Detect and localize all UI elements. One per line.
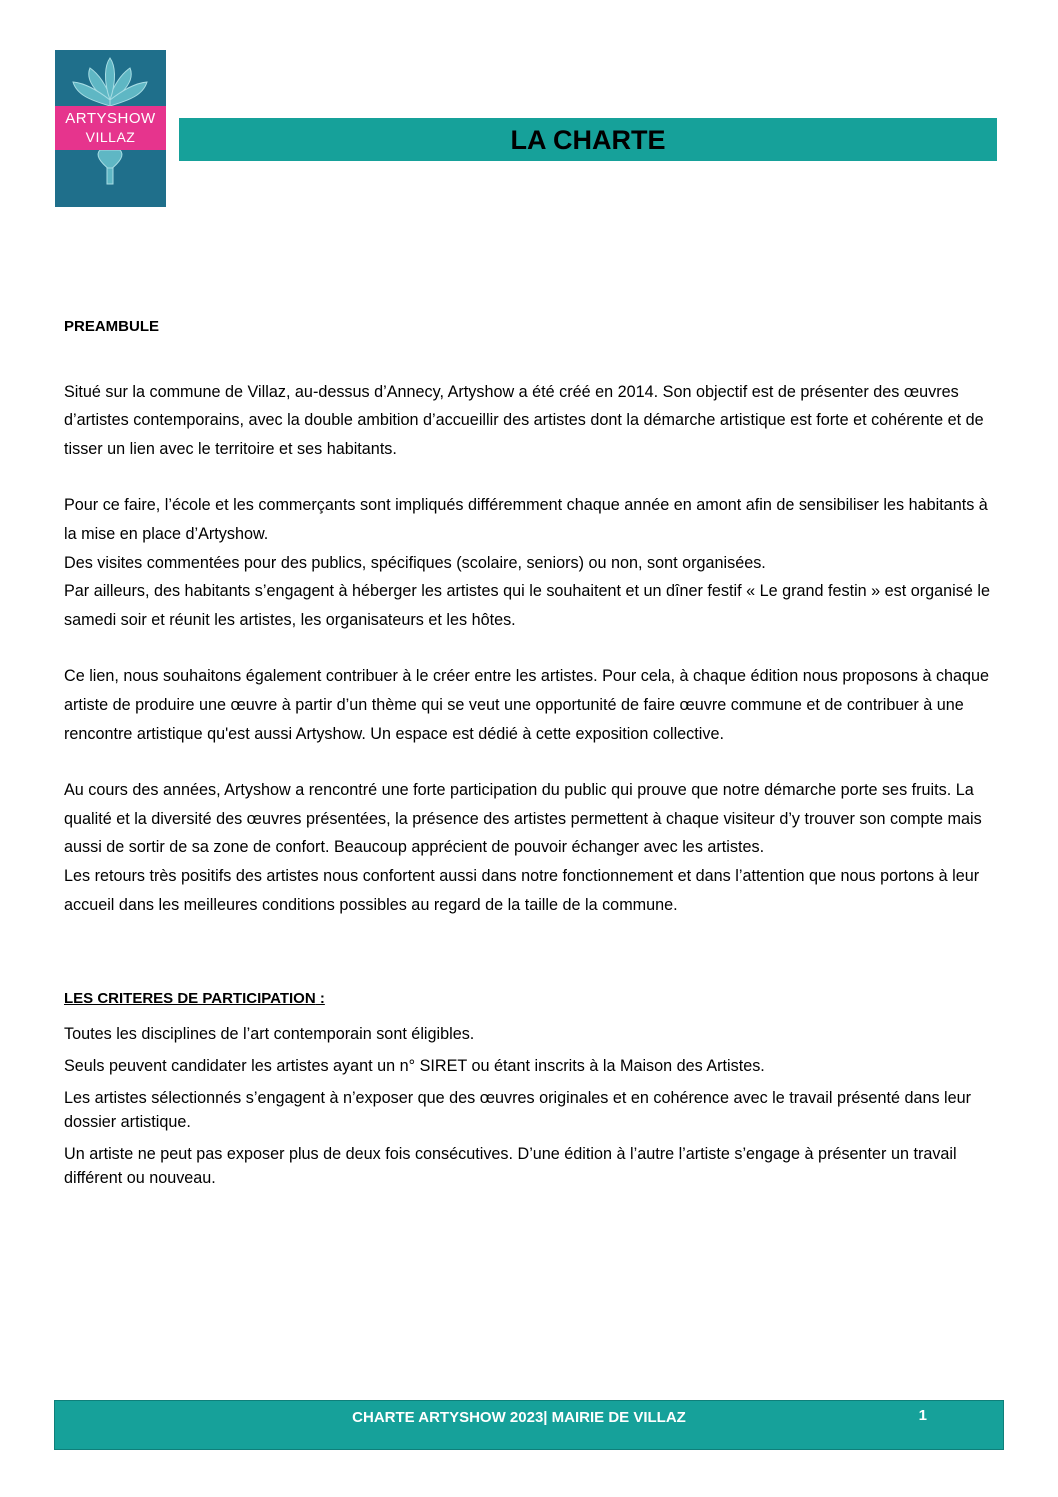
logo-line1: ARTYSHOW	[65, 110, 156, 127]
paragraph-retours: Les retours très positifs des artistes nous confortent aussi dans notre fonctionnement et dans l’attention que nous portons à leur accueil dans les meilleures conditions possibles au regard de la taille de la commune.	[64, 866, 980, 914]
criteria-item: Les artistes sélectionnés s’engagent à n’exposer que des œuvres originales et en cohérence avec le travail présenté dans leur dossier artistique.	[64, 1088, 972, 1131]
criteria-heading-suffix: :	[315, 990, 325, 1008]
paragraph-ecole: Pour ce faire, l’école et les commerçants sont impliqués différemment chaque année en amont afin de sensibiliser les habitants à la mise en place d’Artyshow.	[64, 496, 988, 543]
page-title: LA CHARTE	[510, 125, 666, 155]
criteria-item: Seuls peuvent candidater les artistes ayant un n° SIRET ou étant inscrits à la Maison des Artistes.	[64, 1056, 765, 1075]
criteria-item: Un artiste ne peut pas exposer plus de deux fois consécutives. D’une édition à l’autre l’artiste s’engage à présenter un travail différent ou nouveau.	[64, 1144, 957, 1187]
preambule-heading: PREAMBULE	[64, 318, 160, 335]
page-number: 1	[918, 1407, 927, 1424]
paragraph-lien: Ce lien, nous souhaitons également contribuer à le créer entre les artistes. Pour cela, à chaque édition nous proposons à chaque artiste de produire une œuvre à partir d’un thème qui se veut une opportunité de faire œuvre commune et de contribuer à une rencontre artistique qu'est aussi Artyshow. Un espace est dédié à cette exposition collective.	[64, 667, 990, 743]
paragraph-participation: Au cours des années, Artyshow a rencontré une forte participation du public qui prouve que notre démarche porte ses fruits. La qualité et la diversité des œuvres présentées, la présence des artistes permettent à chaque visiteur d’y trouver son compte mais aussi de sortir de sa zone de confort. Beaucoup apprécient de pouvoir échanger avec les artistes.	[64, 781, 982, 857]
title-bar	[179, 118, 997, 161]
logo-line2: VILLAZ	[85, 129, 136, 145]
artyshow-logo	[55, 50, 166, 207]
footer-text: CHARTE ARTYSHOW 2023| MAIRIE DE VILLAZ	[352, 1409, 686, 1426]
paragraph-intro: Situé sur la commune de Villaz, au-dessus d’Annecy, Artyshow a été créé en 2014. Son objectif est de présenter des œuvres d’artistes contemporains, avec la double ambition d’accueillir des artistes dont la démarche artistique est forte et cohérente et de tisser un lien avec le territoire et ses habitants.	[64, 382, 984, 458]
criteria-heading-text: LES CRITERES DE PARTICIPATION	[64, 990, 316, 1008]
page-footer	[54, 1400, 1004, 1450]
logo-band	[55, 106, 166, 150]
paragraph-festin: Par ailleurs, des habitants s’engagent à héberger les artistes qui le souhaitent et un dîner festif « Le grand festin » est organisé le samedi soir et réunit les artistes, les organisateurs et les hôtes.	[64, 582, 990, 629]
criteria-item: Toutes les disciplines de l’art contemporain sont éligibles.	[64, 1024, 475, 1043]
paragraph-visites: Des visites commentées pour des publics, spécifiques (scolaire, seniors) ou non, sont organisées.	[64, 553, 766, 572]
document-body	[64, 313, 994, 1198]
criteria-heading	[64, 985, 994, 1014]
